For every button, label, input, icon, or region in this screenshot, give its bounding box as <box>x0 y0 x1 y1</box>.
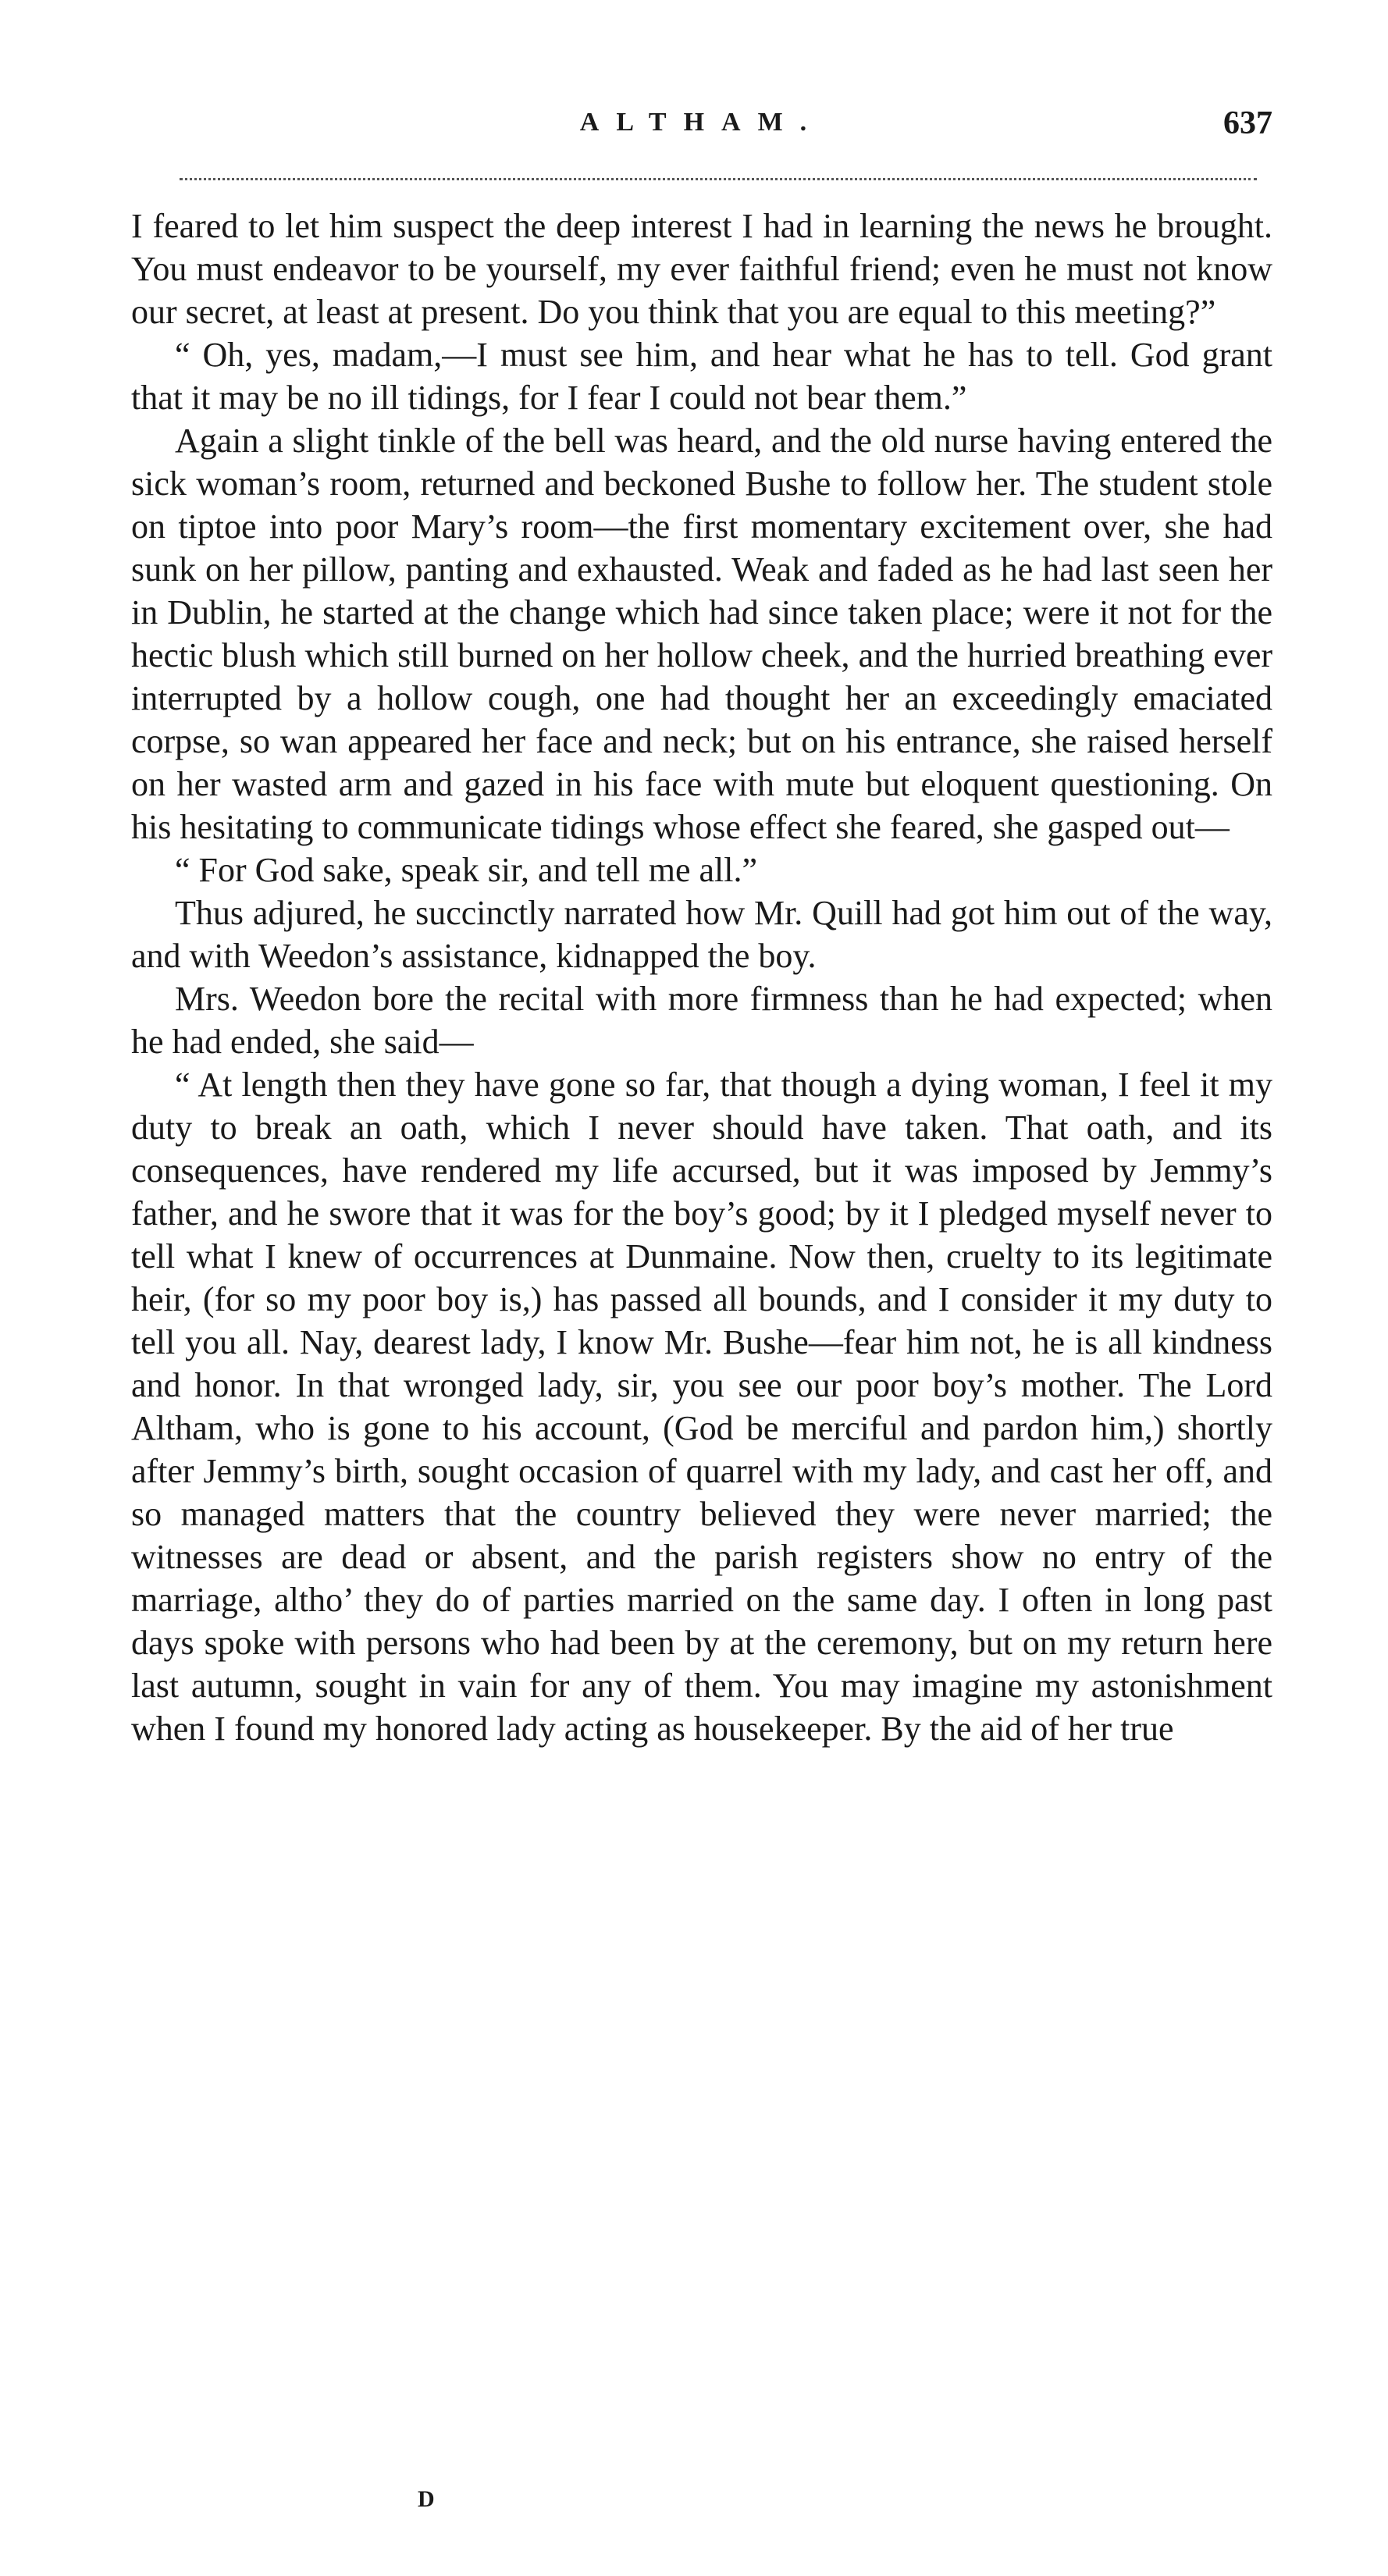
paragraph: “ For God sake, speak sir, and tell me all.” <box>175 851 758 889</box>
signature-mark: D <box>418 2486 435 2512</box>
body-text <box>131 205 1272 1750</box>
running-title: ALTHAM. <box>579 108 824 137</box>
running-head <box>131 105 1272 155</box>
paragraph: Mrs. Weedon bore the recital with more firmness than he had expected; when he had ended, she said— <box>131 980 1272 1061</box>
paragraph: Thus adjured, he succinctly narrated how Mr. Quill had got him out of the way, and with Weedon’s assistance, kidnapped the boy. <box>131 894 1272 975</box>
page-number: 637 <box>1223 105 1272 141</box>
paragraph: Again a slight tinkle of the bell was heard, and the old nurse having entered the sick woman’s room, returned and beckoned Bushe to follow her. The student stole on tiptoe into poor Mary’s room—the first momentary excitement over, she had sunk on her pillow, panting and exhausted. Weak and faded as he had last seen her in Dublin, he started at the change which had since taken place; were it not for the hectic blush which still burned on her hollow cheek, and the hurried breathing ever interrupted by a hollow cough, one had thought her an exceedingly emaciated corpse, so wan appeared her face and neck; but on his entrance, she raised herself on her wasted arm and gazed in his face with mute but eloquent questioning. On his hesitating to communicate tidings whose effect she feared, she gasped out— <box>131 422 1272 846</box>
paragraph: “ At length then they have gone so far, that though a dying woman, I feel it my duty to break an oath, which I never should have taken. That oath, and its consequences, have rendered my life accursed, but it was imposed by Jemmy’s father, and he swore that it was for the boy’s good; by it I pledged myself never to tell what I knew of occurrences at Dunmaine. Now then, cruelty to its legitimate heir, (for so my poor boy is,) has passed all bounds, and I consider it my duty to tell you all. Nay, dearest lady, I know Mr. Bushe—fear him not, he is all kindness and honor. In that wronged lady, sir, you see our poor boy’s mother. The Lord Altham, who is gone to his account, (God be merciful and pardon him,) shortly after Jemmy’s birth, sought occasion of quarrel with my lady, and cast her off, and so managed matters that the country believed they were never married; the witnesses are dead or absent, and the parish registers show no entry of the marriage, altho’ they do of parties married on the same day. I often in long past days spoke with persons who had been by at the ceremony, but on my return here last autumn, sought in vain for any of them. You may imagine my astonishment when I found my honored lady acting as housekeeper. By the aid of her true <box>131 1066 1272 1748</box>
header-rule <box>180 178 1257 180</box>
paragraph: I feared to let him suspect the deep interest I had in learning the news he brought. You must endeavor to be yourself, my ever faithful friend; even he must not know our secret, at least at present. Do you think that you are equal to this meeting?” <box>131 207 1272 331</box>
paragraph: “ Oh, yes, madam,—I must see him, and hear what he has to tell. God grant that it may be no ill tidings, for I fear I could not bear them.” <box>131 336 1272 417</box>
